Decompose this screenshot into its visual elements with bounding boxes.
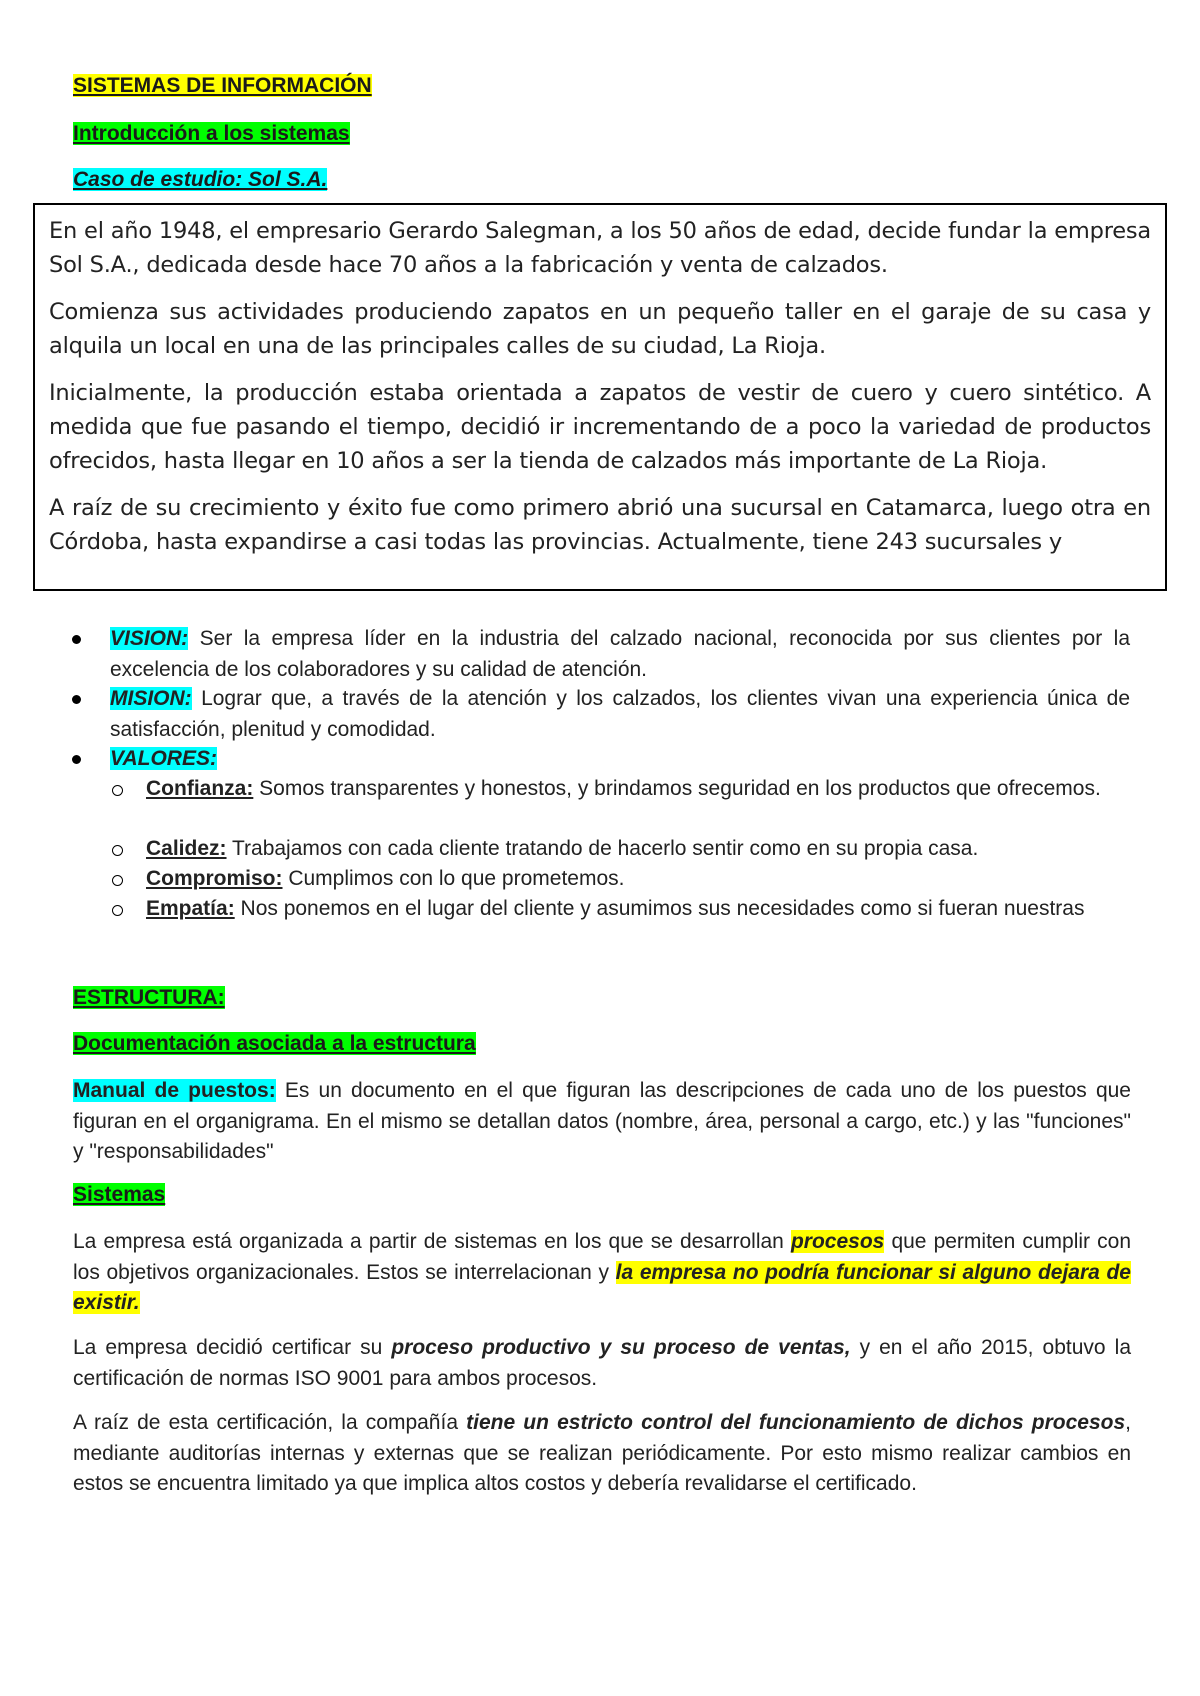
sistemas-paragraph-3: A raíz de esta certificación, la compañía tiene un estricto control del funcionamiento de dichos procesos, mediante auditorías internas y externas que se realizan periódicamente. Por esto mismo realizar cambios en estos se encuentra limitado ya que implica altos costos y debería revalidarse el certificado.	[73, 1411, 1131, 1495]
case-paragraph-4: A raíz de su crecimiento y éxito fue como primero abrió una sucursal en Catamarca, luego otra en Córdoba, hasta expandirse a casi todas las provincias. Actualmente, tiene 243 sucursales y	[49, 495, 1151, 555]
bullet-icon	[72, 635, 81, 644]
valor-calidez: Calidez: Trabajamos con cada cliente tratando de hacerlo sentir como en su propia casa.	[146, 837, 979, 860]
intro-heading: Introducción a los sistemas	[73, 122, 350, 145]
estructura-heading: ESTRUCTURA:	[73, 986, 225, 1009]
sistemas-heading: Sistemas	[73, 1183, 166, 1206]
circle-bullet-icon	[112, 785, 123, 796]
bullet-icon	[72, 695, 81, 704]
document-title: SISTEMAS DE INFORMACIÓN	[73, 74, 372, 97]
case-paragraph-3: Inicialmente, la producción estaba orientada a zapatos de vestir de cuero y cuero sintético. A medida que fue pasando el tiempo, decidió ir incrementando de a poco la variedad de productos ofrecidos, hasta llegar en 10 años a ser la tienda de calzados más importante de La Rioja.	[49, 380, 1151, 474]
bullet-icon	[72, 755, 81, 764]
sistemas-paragraph-1: La empresa está organizada a partir de sistemas en los que se desarrollan procesos que permiten cumplir con los objetivos organizacionales. Estos se interrelacionan y la empresa no podría funcionar si alguno dejara de existir.	[73, 1230, 1132, 1314]
case-paragraph-1: En el año 1948, el empresario Gerardo Salegman, a los 50 años de edad, decide fundar la empresa Sol S.A., dedicada desde hace 70 años a la fabricación y venta de calzados.	[49, 218, 1151, 278]
sistemas-paragraph-2: La empresa decidió certificar su proceso productivo y su proceso de ventas, y en el año 2015, obtuvo la certificación de normas ISO 9001 para ambos procesos.	[73, 1336, 1131, 1390]
documentacion-heading: Documentación asociada a la estructura	[73, 1032, 476, 1055]
case-heading: Caso de estudio: Sol S.A.	[73, 168, 328, 191]
manual-de-puestos-paragraph: Manual de puestos: Es un documento en el que figuran las descripciones de cada uno de los puestos que figuran en el organigrama. En el mismo se detallan datos (nombre, área, personal a cargo, etc.) y las "funciones" y "responsabilidades"	[73, 1079, 1131, 1163]
circle-bullet-icon	[112, 845, 123, 856]
case-study-box	[33, 203, 1167, 591]
valor-empatia: Empatía: Nos ponemos en el lugar del cliente y asumimos sus necesidades como si fueran nuestras	[146, 897, 1085, 920]
vision-item: VISION: Ser la empresa líder en la industria del calzado nacional, reconocida por sus clientes por la excelencia de los colaboradores y su calidad de atención.	[110, 627, 1130, 681]
circle-bullet-icon	[112, 875, 123, 886]
case-paragraph-2: Comienza sus actividades produciendo zapatos en un pequeño taller en el garaje de su casa y alquila un local en una de las principales calles de su ciudad, La Rioja.	[49, 299, 1151, 359]
mision-item: MISION: Lograr que, a través de la atención y los calzados, los clientes vivan una experiencia única de satisfacción, plenitud y comodidad.	[110, 687, 1130, 741]
valor-confianza: Confianza: Somos transparentes y honestos, y brindamos seguridad en los productos que ofrecemos.	[146, 777, 1101, 800]
valores-item: VALORES:	[110, 747, 217, 770]
valor-compromiso: Compromiso: Cumplimos con lo que prometemos.	[146, 867, 625, 890]
circle-bullet-icon	[112, 905, 123, 916]
